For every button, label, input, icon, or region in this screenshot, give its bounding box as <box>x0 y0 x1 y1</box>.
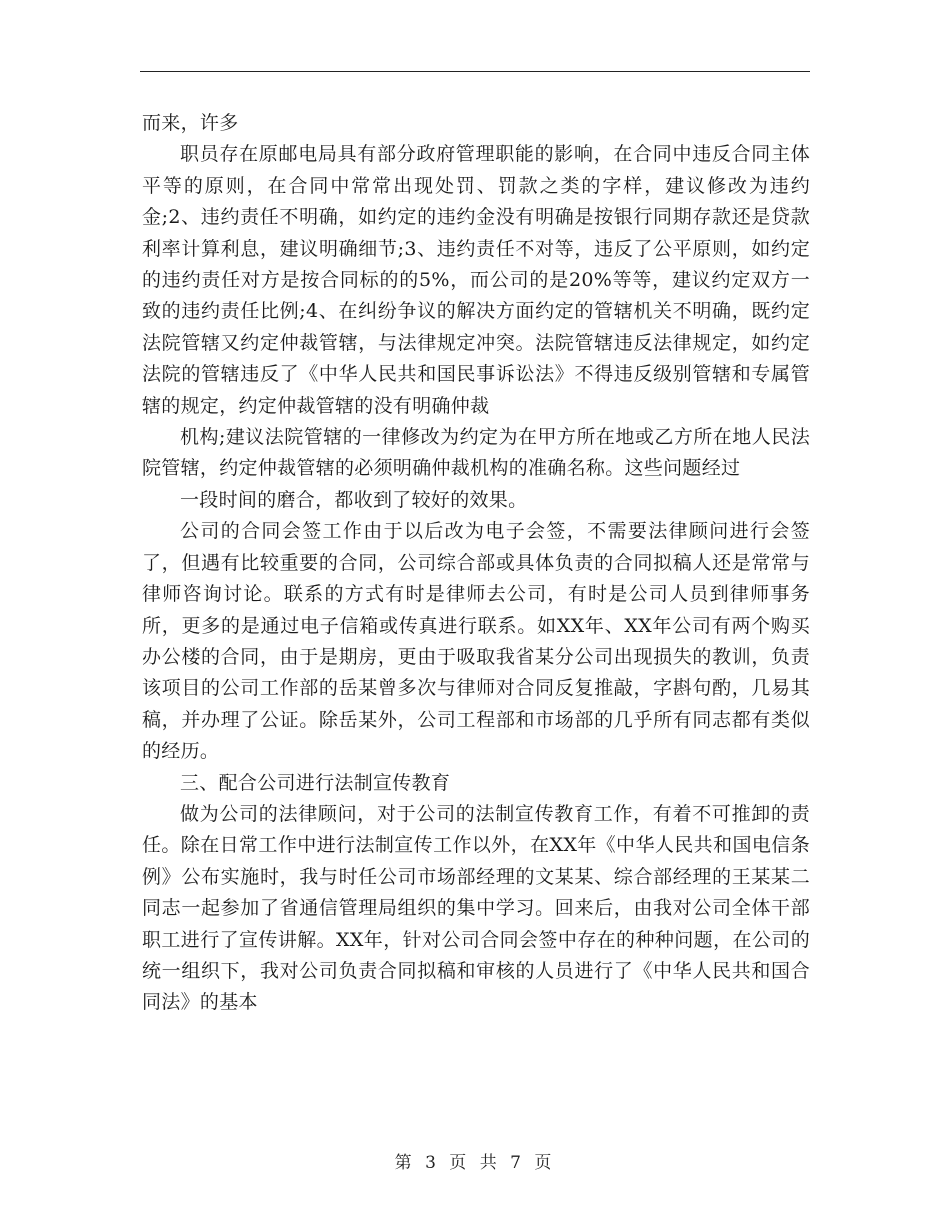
page-number-footer: 第 3 页 共 7 页 <box>394 1153 556 1173</box>
paragraph: 一段时间的磨合，都收到了较好的效果。 <box>180 488 528 511</box>
section-heading: 三、配合公司进行法制宣传教育 <box>180 771 451 794</box>
paragraph: 公司的合同会签工作由于以后改为电子会签，不需要法律顾问进行会签了，但遇有比较重要的合同，公司综合部或具体负责的合同拟稿人还是常常与律师咨询讨论。联系的方式有时是律师去公司，有时是公司人员到律师事务所，更多的是通过电子信箱或传真进行联系。如XX年、XX年公司有两个购买办公楼的合同，由于是期房，更由于吸取我省某分公司出现损失的教训，负责该项目的公司工作部的岳某曾多次与律师对合同反复推敲，字斟句酌，几易其稿，并办理了公证。除岳某外，公司工程部和市场部的几乎所有同志都有类似的经历。 <box>142 520 810 763</box>
header-rule <box>140 71 810 72</box>
paragraph: 而来，许多 <box>142 112 239 134</box>
paragraph: 做为公司的法律顾问，对于公司的法制宣传教育工作，有着不可推卸的责任。除在日常工作中进行法制宣传工作以外，在XX年《中华人民共和国电信条例》公布实施时，我与时任公司市场部经理的文某某、综合部经理的王某某二同志一起参加了省通信管理局组织的集中学习。回来后，由我对公司全体干部职工进行了宣传讲解。XX年，针对公司合同会签中存在的种种问题，在公司的统一组织下，我对公司负责合同拟稿和审核的人员进行了《中华人民共和国合同法》的基本 <box>142 802 810 1014</box>
document-body <box>142 108 810 1019</box>
paragraph: 机构;建议法院管辖的一律修改为约定为在甲方所在地或乙方所在地人民法院管辖，约定仲裁管辖的必须明确仲裁机构的准确名称。这些问题经过 <box>142 426 810 480</box>
paragraph: 职员存在原邮电局具有部分政府管理职能的影响，在合同中违反合同主体平等的原则，在合同中常常出现处罚、罚款之类的字样，建议修改为违约金;2、违约责任不明确，如约定的违约金没有明确是按银行同期存款还是贷款利率计算利息，建议明确细节;3、违约责任不对等，违反了公平原则，如约定的违约责任对方是按合同标的的5%，而公司的是20%等等，建议约定双方一致的违约责任比例;4、在纠纷争议的解决方面约定的管辖机关不明确，既约定法院管辖又约定仲裁管辖，与法律规定冲突。法院管辖违反法律规定，如约定法院的管辖违反了《中华人民共和国民事诉讼法》不得违反级别管辖和专属管辖的规定，约定仲裁管辖的没有明确仲裁 <box>142 143 810 417</box>
